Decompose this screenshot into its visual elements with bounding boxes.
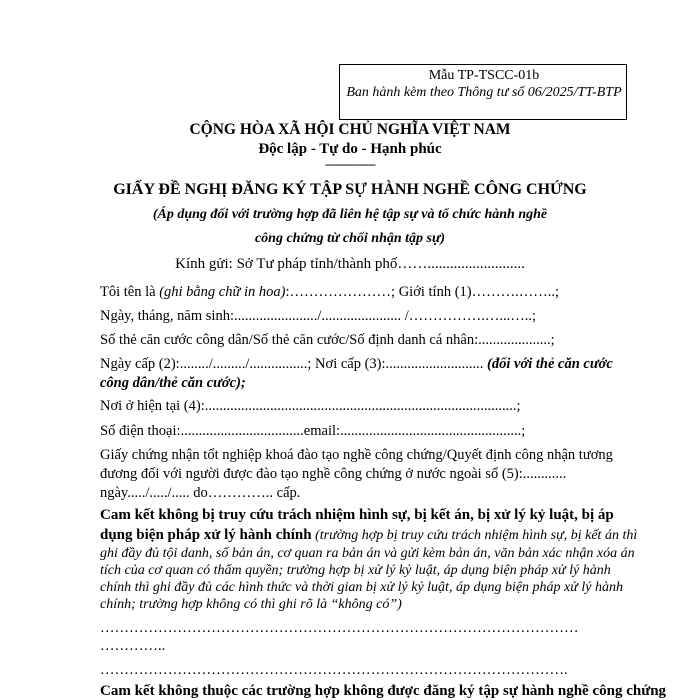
subtitle-line-2: công chứng từ chối nhận tập sự)	[254, 231, 446, 246]
motto: Độc lập - Tự do - Hạnh phúc	[258, 141, 442, 157]
country-heading: CỘNG HÒA XÃ HỘI CHỦ NGHĨA VIỆT NAM	[189, 121, 511, 138]
residence-field: Nơi ở hiện tại (4):......................................................................................;	[100, 398, 521, 414]
blank-line-1: ………………………………………………………………………………………	[100, 620, 579, 636]
blank-line-2: …………..	[100, 638, 166, 654]
recipient: Kính gửi: Sở Tư pháp tỉnh/thành phố……..........................	[175, 256, 525, 272]
pledge-1-heading: Cam kết không bị truy cứu trách nhiệm hình sự, bị kết án, bị xử lý kỷ luật, bị áp dụng biện pháp xử lý hành chính	[100, 507, 614, 543]
name-field	[100, 284, 640, 301]
pledge-criminal-record	[100, 505, 638, 613]
form-code: Mẫu TP-TSCC-01b	[428, 68, 540, 83]
name-gender-blank: :…………………; Giới tính (1)……….……..;	[285, 284, 560, 300]
issue-date-text: Ngày cấp (2):......../........./................; Nơi cấp (3):...........................	[100, 356, 488, 372]
dob-field: Ngày, tháng, năm sinh:......................./...................... /…………….…...…..;	[100, 308, 537, 324]
phone-email-field: Số điện thoại:..................................email:..................................................;	[100, 423, 526, 439]
id-number-field: Số thẻ căn cước công dân/Số thẻ căn cước/Số định danh cá nhân:....................;	[100, 332, 555, 348]
form-issued-by: Ban hành kèm theo Thông tư số 06/2025/TT-BTP	[346, 85, 622, 100]
subtitle-line-1: (Áp dụng đối với trường hợp đã liên hệ tập sự và tổ chức hành nghề	[152, 207, 548, 222]
form-code-box	[339, 64, 627, 120]
pledge-2-heading: Cam kết không thuộc các trường hợp không được đăng ký tập sự hành nghề công chứng	[100, 683, 667, 699]
blank-line-3: …………………………………………………………………………………….	[100, 662, 568, 678]
issue-date-note: (đối với thẻ căn cước công dân/thẻ căn cước);	[100, 356, 613, 391]
document-title: GIẤY ĐỀ NGHỊ ĐĂNG KÝ TẬP SỰ HÀNH NGHỀ CÔNG CHỨNG	[113, 181, 587, 198]
issue-date-field	[100, 355, 635, 393]
pledge-1-note: (trường hợp bị truy cứu trách nhiệm hình sự, bị kết án thì ghi đầy đủ tội danh, số bản án, cơ quan ra bản án và gửi kèm bản án, văn bản xác nhận xóa án tích của cơ quan có thẩm quyền; trường hợp bị xử lý kỷ luật, áp dụng biện pháp xử lý hành chính thì ghi đầy đủ các hình thức và thời gian bị xử lý kỷ luật, áp dụng biện pháp xử lý hành chính; trường hợp không có thì ghi rõ là “không có”)	[100, 528, 638, 612]
certificate-field: Giấy chứng nhận tốt nghiệp khoá đào tạo nghề công chứng/Quyết định công nhận tương đương đối với người được đào tạo nghề công chứng ở nước ngoài số (5):............ ngày...../...../..... do………….. cấp.	[100, 447, 613, 501]
name-label: Tôi tên là	[100, 284, 160, 300]
motto-divider: ---------------	[325, 156, 375, 171]
name-note: (ghi bằng chữ in hoa)	[159, 284, 286, 300]
